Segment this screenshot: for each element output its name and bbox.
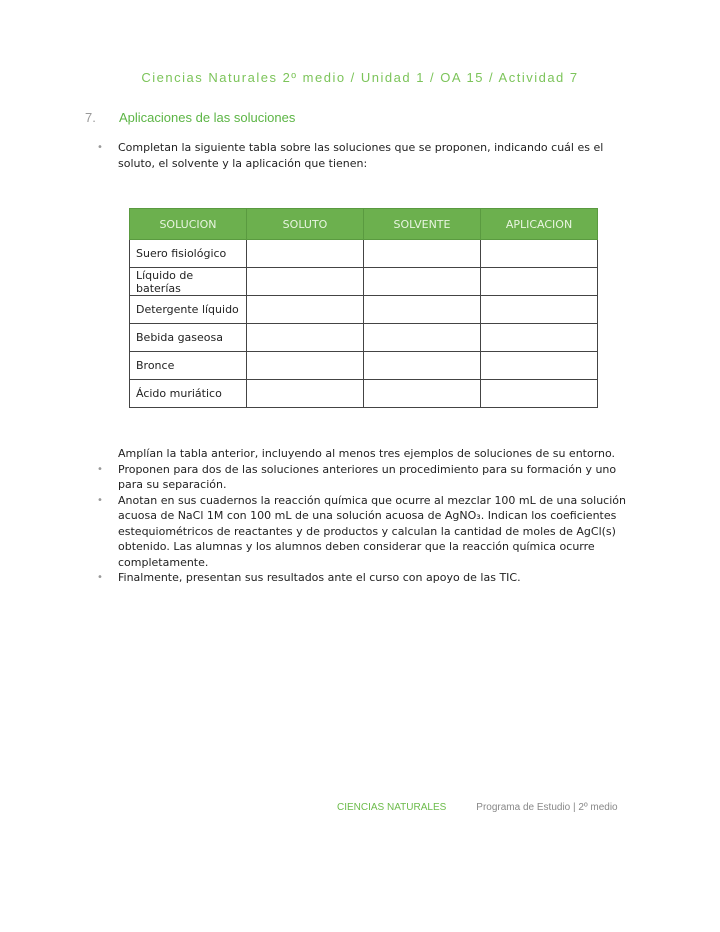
section-title: Aplicaciones de las soluciones [119,110,296,125]
intro-text: Completan la siguiente tabla sobre las soluciones que se proponen, indicando cuál es el soluto, el solvente y la aplicación que tienen: [118,141,604,170]
solution-name: Suero fisiológico [130,240,247,268]
bullet-text: Anotan en sus cuadernos la reacción química que ocurre al mezclar 100 mL de una solución acuosa de NaCl 1M con 100 mL de una solución acuosa de AgNO₃. Indican los coeficientes estequiométricos de reactantes y de productos y calculan la cantidad de moles de AgCl(s) obtenido. Las alumnas y los alumnos deben considerar que la reacción química ocurre completamente. [118,493,626,569]
table-row [130,352,598,380]
page-header: Ciencias Naturales 2º medio / Unidad 1 / OA 15 / Actividad 7 [141,70,579,85]
bullet-icon: • [97,494,103,506]
list-item [97,462,643,493]
page-footer [337,802,618,813]
column-header: SOLVENTE [364,209,481,240]
table-row [130,380,598,408]
bullet-icon: • [97,572,103,583]
solution-name: Líquido de baterías [130,268,247,296]
section-number: 7. [85,110,96,125]
list-item [97,446,643,462]
footer-program: Programa de Estudio | 2º medio [476,802,618,813]
column-header: SOLUCION [130,209,247,240]
list-item [97,570,643,586]
solution-name: Bebida gaseosa [130,324,247,352]
table-header-row [130,209,598,240]
footer-subject: CIENCIAS NATURALES [337,802,447,813]
bullet-icon: • [97,142,103,153]
bullet-text: Finalmente, presentan sus resultados ante el curso con apoyo de las TIC. [118,571,521,584]
bullet-icon: • [97,463,103,475]
intro-item [97,140,643,171]
table-row [130,296,598,324]
solution-name: Bronce [130,352,247,380]
column-header: SOLUTO [247,209,364,240]
table-row [130,240,598,268]
section-heading [85,110,295,125]
bullet-text: Proponen para dos de las soluciones anteriores un procedimiento para su formación y uno para su separación. [118,462,617,491]
table-row [130,268,598,296]
activity-list [97,446,643,586]
column-header: APLICACION [481,209,598,240]
solutions-table [129,208,598,408]
bullet-text: Amplían la tabla anterior, incluyendo al menos tres ejemplos de soluciones de su entorno. [118,447,616,460]
solution-name: Detergente líquido [130,296,247,324]
list-item [97,493,643,571]
solution-name: Ácido muriático [130,380,247,408]
table-row [130,324,598,352]
